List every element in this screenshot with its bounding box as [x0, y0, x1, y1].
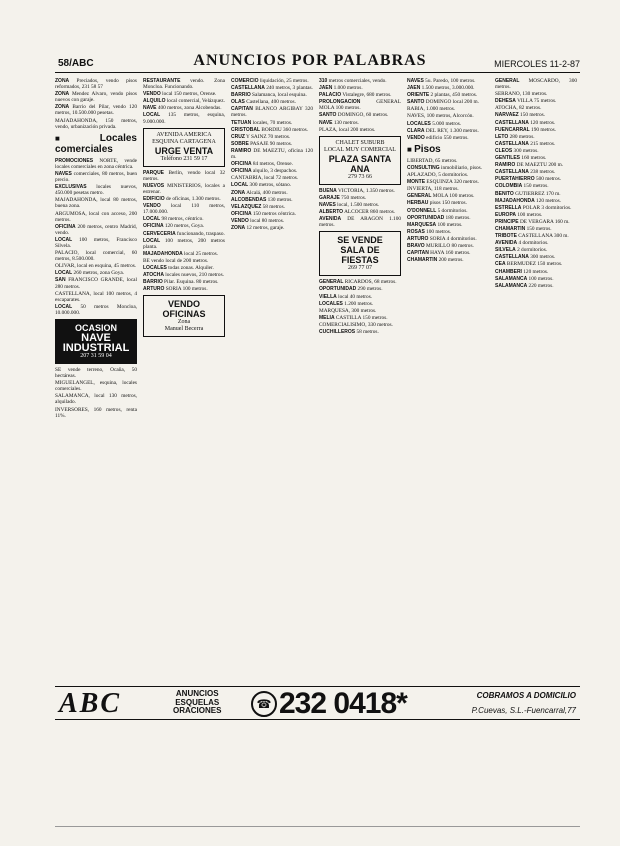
listing-item: ESTRELLA POLAR 3 dormitorios.	[495, 204, 572, 211]
listing-item: ROSAS 100 metros.	[407, 228, 452, 235]
listing-item: ZONA 12 metros, garaje.	[231, 224, 285, 231]
listing-item: INVERSORES, 160 metros, renta 11%.	[55, 406, 137, 419]
listing-item: MAJADAHONDA, local 80 metros, buena zona.	[55, 197, 137, 210]
listing-item: COLOMBIA 150 metros.	[495, 183, 549, 190]
listing-item: LOCAL 300 metros, sótano.	[231, 182, 292, 189]
listing-item: VENDO edificio 550 metros.	[407, 134, 469, 141]
column-1	[55, 78, 137, 678]
listing-item: LOCAL 100 metros, Francisco Silvela.	[55, 236, 137, 249]
column-3-top	[231, 78, 313, 167]
listing-item: LETO 280 metros.	[495, 133, 535, 140]
listing-item: OFICINA 200 metros, centro Madrid, vendo.	[55, 223, 137, 236]
listing-item: HERBAU pisos 150 metros.	[407, 200, 467, 207]
column-1-top	[55, 78, 137, 130]
listing-item: MELIA CASTILLA 150 metros.	[319, 314, 388, 321]
listing-item: CRISTOBAL BORDIU 360 metros.	[231, 126, 309, 133]
listing-item: ALQUILO local comercial, Velázquez.	[143, 98, 225, 105]
listing-item: CONSULTING inmobiliario, pisos.	[407, 164, 483, 171]
listing-item: SOBRE PASAJE 90 metros.	[231, 140, 293, 147]
listing-item: MAJADAHONDA, 150 metros, vendo, urbanización privada.	[55, 117, 137, 130]
listing-item: GARAJE 750 metros.	[319, 194, 367, 201]
listing-item: VENDO local 110 metros, 17.000.000.	[143, 203, 225, 216]
column-1-locales	[55, 158, 137, 316]
listing-item: OFICINA alquilo, 3 despachos.	[231, 168, 298, 175]
section-heading-pisos: ■ Pisos	[407, 144, 489, 155]
listing-item: VENDO local 150 metros, Orense.	[143, 91, 217, 98]
page-header	[0, 0, 620, 76]
listing-item: PALACIO, local comercial, 60 metros, 8.500.000.	[55, 250, 137, 263]
listing-item: CERVECERIA funcionando, traspaso.	[143, 230, 225, 237]
listing-item: BARRIO Pilar. Esquina. 80 metros.	[143, 279, 219, 286]
listing-item: OPORTUNIDAD 180 metros.	[407, 214, 471, 221]
listing-item: BENITO GUTIERREZ 170 m.	[495, 190, 561, 197]
listing-item: PLAZA, local 200 metros.	[319, 126, 376, 133]
chalet-box: CHALET SUBURB LOCAL MUY COMERCIAL PLAZA SANTA ANA 279 73 66	[319, 136, 401, 185]
listing-item: LOCAL 50 metros Moncloa, 10.000.000.	[55, 303, 137, 316]
listing-item: SANTO DOMINGO, 60 metros.	[319, 112, 389, 119]
page-number: 58/ABC	[58, 58, 94, 69]
listing-item: PUERTAHIERRO 500 metros.	[495, 176, 561, 183]
classified-columns	[55, 78, 580, 678]
listing-item: BRAVO MURILLO 80 metros.	[407, 242, 474, 249]
listing-item: CRUZ Y SAINZ 70 metros.	[231, 133, 291, 140]
column-4	[319, 78, 401, 678]
listing-item: NAVE 130 metros.	[319, 119, 359, 126]
listing-item: CEA BERMUDEZ 150 metros.	[495, 261, 563, 268]
listing-item: OFICINA 84 metros, Orense.	[231, 161, 293, 168]
listing-item: PROMOCIONES NORTE, vende locales comerciales en zona céntrica.	[55, 157, 137, 170]
listing-item: ORIENTE 2 plantas, 450 metros.	[407, 92, 478, 99]
ad-categories: ANUNCIOS ESQUELAS ORACIONES	[173, 689, 222, 715]
listing-item: ZONA Preciados, vendo pisos reformados, 231 58 57	[55, 78, 137, 91]
listing-item: 310 metros comerciales, vendo.	[319, 78, 387, 84]
listing-item: LOCALES todas zonas. Alquiler.	[143, 264, 214, 271]
ocasion-box: OCASION NAVE INDUSTRIAL 207 31 59 04	[55, 319, 137, 364]
listing-item: SE vende terreno, Ocaña, 50 hectáreas.	[55, 367, 137, 380]
listing-item: ZONA Mendez Alvaro, vendo pisos nuevos con garaje.	[55, 91, 137, 104]
column-4-bottom	[319, 279, 401, 335]
listing-item: PRINCIPE DE VERGARA 160 m.	[495, 218, 570, 225]
column-6-top	[495, 78, 577, 211]
column-4-mid	[319, 188, 401, 229]
page-title: ANUNCIOS POR PALABRAS	[193, 52, 427, 69]
column-3	[231, 78, 313, 678]
listing-item: CANTABRIA, local 72 metros.	[231, 175, 299, 182]
listing-item: BE vendo local de 200 metros.	[143, 257, 209, 264]
listing-item: INVIERTA, 118 metros.	[407, 186, 459, 193]
listing-item: COMERCIO liquidación, 25 metros.	[231, 78, 309, 84]
listing-item: EDIFICIO de oficinas, 1.300 metros.	[143, 196, 221, 203]
listing-item: BARRIO Salamanca, local esquina.	[231, 92, 307, 99]
listing-item: MAJADAHONDA 120 metros.	[495, 197, 562, 204]
header-rule	[55, 72, 580, 73]
listing-item: ARTURO SORIA 4 dormitorios.	[407, 235, 477, 242]
listing-item: MARQUESA 100 metros.	[407, 221, 463, 228]
listing-item: AVENIDA DE ARAGON 1.100 metros.	[319, 216, 401, 229]
listing-item: MIGUELANGEL, esquina, locales comerciales.	[55, 380, 137, 393]
listing-item: CASTELLANA 300 metros.	[495, 254, 556, 261]
listing-item: SAN FRANCISCO GRANDE, local 280 metros.	[55, 277, 137, 290]
column-6	[495, 78, 577, 678]
column-5	[407, 78, 489, 678]
listing-item: CASTELLANA 120 metros.	[495, 119, 556, 126]
listing-item: DEHESA VILLA 75 metros.	[495, 98, 557, 105]
agency-address: P.Cuevas, S.L.-Fuencarral,77	[471, 706, 576, 715]
avenida-box: AVENIDA AMERICA ESQUINA CARTAGENA URGE VENTA Teléfono 231 59 17	[143, 128, 225, 167]
listing-item: FUENCARRAL 190 metros.	[495, 126, 557, 133]
listing-item: CLARA DEL REY, 1.300 metros.	[407, 127, 479, 134]
issue-date: MIERCOLES 11-2-87	[494, 59, 580, 69]
listing-item: EUROPA 100 metros.	[495, 211, 543, 218]
listing-item: SILVELA 2 dormitorios.	[495, 247, 548, 254]
listing-item: ALCOBENDAS 130 metros.	[231, 196, 293, 203]
listing-item: PARQUE Berlín, vendo local 32 metros.	[143, 169, 225, 182]
vendo-oficinas-box: VENDO OFICINAS Zona Manuel Becerra	[143, 295, 225, 337]
listing-item: SANTO DOMINGO local 200 m.	[407, 99, 480, 106]
listing-item: MONTE ESQUINZA 320 metros.	[407, 179, 479, 186]
listing-item: AVENIDA 4 dormitorios.	[495, 240, 549, 247]
listing-item: ATOCHA locales nuevos, 210 metros.	[143, 272, 224, 279]
listing-item: RAMIRO DE MAEZTU, oficina 120 m.	[231, 147, 313, 161]
listing-item: PALACIO Vistalegre, 680 metros.	[319, 92, 392, 99]
ad-phone-number: 232 0418*	[279, 687, 407, 720]
listing-item: VIELLA local 40 metros.	[319, 293, 373, 300]
listing-item: VELAZQUEZ 58 metros.	[231, 203, 285, 210]
abc-logo: ABC	[59, 688, 122, 719]
listing-item: SALAMANCA, local 130 metros, alquilado.	[55, 393, 137, 406]
listing-item: ALBERTO ALCOCER 860 metros.	[319, 209, 396, 216]
column-4-top	[319, 78, 401, 133]
listing-item: SERRANO, 130 metros.	[495, 91, 548, 98]
listing-item: OFICINA 150 metros céntrica.	[231, 210, 296, 217]
abc-ad-banner	[55, 686, 580, 720]
listing-item: ARGUMOSA, local con acceso, 200 metros.	[55, 210, 137, 223]
listing-item: COMERCIALISIMO, 330 metros.	[319, 321, 393, 328]
listing-item: LOCAL 100 metros, 200 metros planta.	[143, 237, 225, 250]
listing-item: GENTILES 160 metros.	[495, 155, 547, 162]
collection-note: COBRAMOS A DOMICILIO	[476, 691, 576, 700]
listing-item: RESTAURANTE vendo. Zona Moncloa. Funcionando.	[143, 78, 225, 91]
listing-item: GENERAL MOLA 100 metros.	[407, 193, 475, 200]
listing-item: OLAS Castellana, 400 metros.	[231, 99, 296, 106]
listing-item: NARVAEZ 150 metros.	[495, 112, 546, 119]
listing-item: CASTELLANA 238 metros.	[495, 169, 556, 176]
listing-item: LOCAL 98 metros, céntrico.	[143, 216, 204, 223]
listing-item: SALAMANCA 220 metros.	[495, 282, 554, 289]
listing-item: RAMIRO DE MAEZTU 200 m.	[495, 162, 564, 169]
listing-item: LOCALES 1.200 metros.	[319, 300, 374, 307]
listing-item: MAJADAHONDA local 25 metros.	[143, 250, 219, 257]
listing-item: JAEN 1.500 metros, 3.000.000.	[407, 85, 475, 92]
listing-item: GENERAL MOSCARDO, 300 metros.	[495, 78, 577, 91]
listing-item: CHAMARTIN 150 metros.	[495, 225, 552, 232]
listing-item: NAVES comerciales, 80 metros, buen precio.	[55, 170, 137, 184]
listing-item: NUEVOS MINISTERIOS, locales a estrenar.	[143, 182, 225, 195]
listing-item: PROLONGACION GENERAL MOLA 100 metros.	[319, 99, 401, 112]
listing-item: LOCAL 135 metros, esquina, 9.000.000.	[143, 112, 225, 125]
column-2-top	[143, 78, 225, 125]
listing-item: APLAZADO, 5 dormitorios.	[407, 172, 469, 179]
listing-item: LOCAL 260 metros, zona Goya.	[55, 270, 125, 277]
column-6-bottom	[495, 212, 577, 289]
listing-item: CASTELLANA, local 100 metros, 4 escaparates.	[55, 290, 137, 303]
listing-item: RABIA, 1.000 metros.	[407, 106, 456, 113]
listing-item: CASTELLANA 240 metros, 3 plantas.	[231, 85, 313, 92]
listing-item: GENERAL RICARDOS, 68 metros.	[319, 279, 397, 286]
listing-item: NAVE 400 metros, zona Alcobendas.	[143, 105, 222, 112]
listing-item: CUCHILLEROS 58 metros.	[319, 328, 379, 335]
listing-item: ZONA Alcalá, 400 metros.	[231, 189, 288, 196]
listing-item: ATOCHA, 82 metros.	[495, 105, 542, 112]
listing-item: ZONA Barrio del Pilar, vendo 120 metros, 10.500.000 pesetas.	[55, 104, 137, 117]
listing-item: TRIBOTE CASTELLANA 300 m.	[495, 233, 569, 240]
listing-item: CHAMBERI 120 metros.	[495, 268, 549, 275]
column-2-mid	[143, 170, 225, 293]
listing-item: LOCALES 5.000 metros.	[407, 120, 462, 127]
listing-item: JAEN 1.000 metros.	[319, 85, 363, 92]
listing-item: O'DONNELL 5 dormitorios.	[407, 207, 468, 214]
listing-item: NAVES local, 1.500 metros.	[319, 201, 380, 208]
listing-item: ARTURO SORIA 100 metros.	[143, 286, 208, 293]
listing-item: OPORTUNIDAD 290 metros.	[319, 286, 383, 293]
listing-item: NAVES, 100 metros, Alcorcón.	[407, 113, 474, 120]
listing-item: EXCLUSIVAS locales nuevos, 450.000 pesetas metro.	[55, 184, 137, 197]
section-heading-locales: ■ Locales comerciales	[55, 133, 137, 155]
listing-item: NAVES 5u. Paredo, 100 metros.	[407, 78, 476, 84]
listing-item: OFICINA 120 metros, Goya.	[143, 223, 205, 230]
listing-item: TETUAN locales, 70 metros.	[231, 119, 293, 126]
column-5-top	[407, 78, 489, 141]
telephone-icon: ☎	[251, 691, 277, 717]
listing-item: VENDO local 80 metros.	[231, 217, 285, 224]
listing-item: BUENA VICTORIA, 1.350 metros.	[319, 187, 395, 194]
listing-item: OLIVAR, local en esquina, 45 metros.	[55, 263, 137, 270]
sala-fiestas-box: SE VENDE SALA DE FIESTAS 269 77 07	[319, 231, 401, 276]
listing-item: MARQUESA, 300 metros.	[319, 307, 377, 314]
listing-item: LIBERTAD, 65 metros.	[407, 157, 458, 164]
listing-item: CAPITAN BLANCO ARGIBAY 320 metros.	[231, 106, 313, 119]
listing-item: CHAMARTIN 200 metros.	[407, 257, 464, 264]
column-3-mid	[231, 168, 313, 231]
column-2	[143, 78, 225, 678]
listing-item: SALAMANCA 100 metros.	[495, 275, 554, 282]
listing-item: CLEOS 300 metros.	[495, 147, 539, 154]
column-5-pisos	[407, 158, 489, 263]
listing-item: CASTELLANA 215 metros.	[495, 140, 556, 147]
column-1-bottom	[55, 367, 137, 419]
bottom-rule	[55, 826, 580, 827]
listing-item: CAPITAN HAYA 160 metros.	[407, 250, 471, 257]
